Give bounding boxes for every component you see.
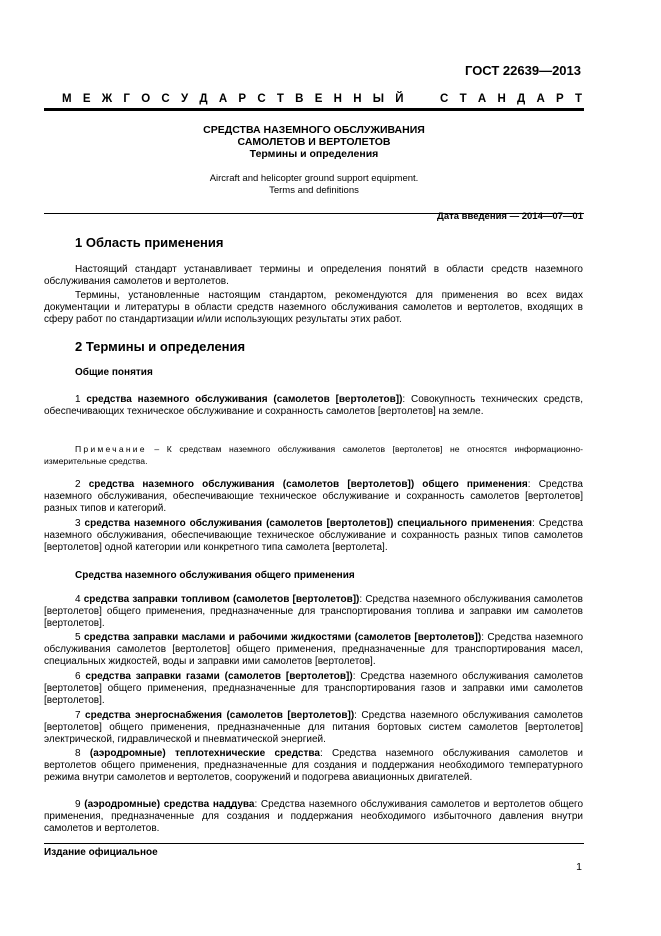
note-1 [44, 444, 583, 467]
banner-letter: Н [497, 93, 506, 105]
banner-letter: А [477, 93, 487, 105]
term-5-definition: : Средства наземного обслуживания самолетов [вертолетов] общего применения, предназначенные для транспортирования масел, специальных жидкостей, воды и заправки ими самолетов [вертолетов]. [44, 632, 584, 668]
term-3 [44, 518, 583, 555]
term-2-name: средства наземного обслуживания (самолетов [вертолетов]) общего применения [88, 479, 528, 490]
term-4-name: средства заправки топливом (самолетов [вертолетов]) [83, 594, 360, 605]
term-1-name: средства наземного обслуживания (самолетов [вертолетов]) [86, 394, 403, 405]
term-1-definition: : Совокупность технических средств, обеспечивающих техническое обслуживание и сохранность самолетов [вертолетов] на земле. [44, 394, 583, 418]
interstate-standard-banner [62, 93, 582, 105]
introduction-date: Дата введения — 2014—07—01 [437, 211, 583, 222]
english-title-line-2: Terms and definitions [269, 185, 359, 196]
english-title [44, 173, 584, 197]
section-2-heading: 2 Термины и определения [75, 339, 246, 354]
section-1-paragraph-2: Термины, установленные настоящим стандартом, рекомендуются для применения во всех видах документации и литературы в области средств наземного обслуживания самолетов и вертолетов, входящих в сферу работ по стандартизации и/или использующих результаты этих работ. [44, 290, 583, 326]
banner-letter: У [180, 93, 189, 105]
term-8 [44, 748, 583, 785]
term-7-number: 7 [75, 710, 81, 721]
banner-letter: А [536, 93, 545, 105]
term-6-number: 6 [75, 671, 81, 682]
banner-letter: Ы [372, 93, 385, 105]
banner-letter: М [62, 93, 72, 105]
term-6 [44, 671, 583, 708]
banner-letter: С [161, 93, 170, 105]
document-number: ГОСТ 22639—2013 [465, 63, 581, 78]
banner-letter: Т [574, 93, 582, 105]
term-8-name: (аэродромные) теплотехнические средства [89, 748, 320, 759]
english-title-line-1: Aircraft and helicopter ground support equipment. [209, 173, 419, 184]
banner-letter: О [141, 93, 151, 105]
term-4-number: 4 [75, 594, 81, 605]
term-3-definition: : Средства наземного обслуживания, обеспечивающие техническое обслуживание и сохранность разных типов самолетов [вертолетов] одной категории или конкретного типа самолета [вертолета]. [44, 518, 583, 554]
term-7-name: средства энергоснабжения (самолетов [вертолетов]) [85, 710, 355, 721]
term-9-definition: : Средства наземного обслуживания самолетов и вертолетов общего применения, предназначенные для создания и поддержания необходимого избыточного давления внутри самолетов и вертолетов. [44, 799, 584, 835]
term-3-name: средства наземного обслуживания (самолетов [вертолетов]) специального применения [84, 518, 532, 529]
term-2-number: 2 [75, 479, 81, 490]
section-1-paragraph-1: Настоящий стандарт устанавливает термины и определения понятий в области средств наземного обслуживания самолетов и вертолетов. [44, 264, 583, 288]
term-1-number: 1 [75, 394, 81, 405]
banner-letter: Г [123, 93, 130, 105]
title-line-1: СРЕДСТВА НАЗЕМНОГО ОБСЛУЖИВАНИЯ [203, 124, 425, 136]
banner-letter: Н [353, 93, 362, 105]
title-line-3: Термины и определения [249, 148, 379, 160]
official-edition-label: Издание официальное [44, 847, 158, 858]
banner-letter: Т [276, 93, 284, 105]
banner-letter: Р [556, 93, 564, 105]
banner-letter: А [218, 93, 228, 105]
term-2-definition: : Средства наземного обслуживания, обеспечивающие техническое обслуживание и сохранность самолетов [вертолетов] разных типов и категорий. [44, 479, 583, 515]
banner-letter: С [440, 93, 449, 105]
banner-letter: Т [459, 93, 467, 105]
term-6-name: средства заправки газами (самолетов [вертолетов]) [85, 671, 353, 682]
term-7-definition: : Средства наземного обслуживания самолетов [вертолетов] общего применения, предназначенные для питания бортовых систем самолетов [вертолетов] электрической, гидравлической и пневматической энергией. [44, 710, 583, 746]
note-text: – К средствам наземного обслуживания самолетов [вертолетов] не относятся информационно-измерительные средства. [44, 444, 583, 466]
term-4 [44, 594, 583, 631]
term-5-name: средства заправки маслами и рабочими жидкостями (самолетов [вертолетов]) [83, 632, 482, 643]
banner-letter: Р [238, 93, 247, 105]
page-number: 1 [576, 861, 582, 873]
term-6-definition: : Средства наземного обслуживания самолетов [вертолетов] общего применения, предназначенные для транспортирования газов и заправки ими самолетов [вертолетов]. [44, 671, 584, 707]
subheading-general-use-equipment: Средства наземного обслуживания общего применения [75, 570, 355, 581]
term-5 [44, 632, 583, 669]
banner-letter: Е [82, 93, 91, 105]
banner-gap [415, 93, 429, 105]
document-title [44, 124, 584, 160]
note-label: Примечание [75, 444, 147, 454]
banner-letter: Ж [101, 93, 113, 105]
term-9-number: 9 [75, 799, 81, 810]
banner-letter: Е [314, 93, 323, 105]
term-5-number: 5 [75, 632, 81, 643]
banner-letter: Й [395, 93, 404, 105]
term-9 [44, 799, 583, 836]
term-8-definition: : Средства наземного обслуживания самолетов и вертолетов общего применения, предназначенные для создания и поддержания необходимого температурного режима внутри самолетов и вертолетов, сооружений и подогрева авиационных двигателей. [44, 748, 583, 784]
banner-letter: В [295, 93, 304, 105]
section-1-heading: 1 Область применения [75, 235, 224, 250]
title-line-2: САМОЛЕТОВ И ВЕРТОЛЕТОВ [237, 136, 391, 148]
footer-rule [44, 843, 584, 844]
term-2 [44, 479, 583, 516]
banner-letter: Д [517, 93, 526, 105]
subheading-general-concepts: Общие понятия [75, 367, 153, 378]
banner-letter: Н [333, 93, 342, 105]
term-3-number: 3 [75, 518, 81, 529]
banner-letter: Д [199, 93, 208, 105]
term-9-name: (аэродромные) средства наддува [84, 799, 255, 810]
term-1 [44, 394, 583, 418]
term-8-number: 8 [75, 748, 81, 759]
header-rule [44, 108, 584, 111]
term-7 [44, 710, 583, 747]
term-4-definition: : Средства наземного обслуживания самолетов [вертолетов] общего применения, предназначенные для транспортирования топлива и заправки им самолетов [вертолетов]. [44, 594, 583, 630]
banner-letter: С [257, 93, 266, 105]
